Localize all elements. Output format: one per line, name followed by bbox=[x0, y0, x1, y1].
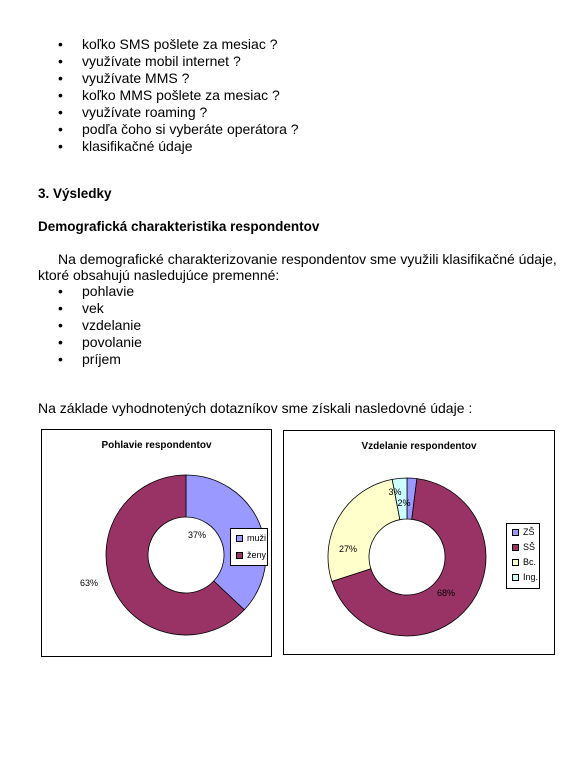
intro-line-2: ktoré obsahujú nasledujúce premenné: bbox=[38, 267, 280, 283]
list-item: • vek bbox=[58, 300, 142, 317]
legend-label: ZŠ bbox=[523, 527, 535, 537]
education-chart bbox=[283, 430, 555, 655]
questions-list bbox=[58, 36, 299, 155]
legend-label: Ing. bbox=[523, 572, 539, 582]
legend-item bbox=[512, 557, 536, 567]
data-label: 3% bbox=[388, 487, 402, 497]
legend-item bbox=[236, 550, 266, 560]
data-label: 27% bbox=[338, 544, 358, 554]
list-item: • koľko MMS pošlete za mesiac ? bbox=[58, 87, 299, 104]
legend-swatch bbox=[512, 559, 519, 566]
list-item: • využívate mobil internet ? bbox=[58, 53, 299, 70]
gender-chart bbox=[41, 429, 272, 657]
gender-legend bbox=[230, 528, 268, 566]
data-label: 68% bbox=[436, 588, 456, 598]
list-item: • príjem bbox=[58, 351, 142, 368]
subheading: Demografická charakteristika respondentov bbox=[38, 219, 320, 234]
legend-label: muži bbox=[247, 533, 267, 543]
legend-swatch bbox=[512, 574, 519, 581]
list-item: • využívate roaming ? bbox=[58, 104, 299, 121]
list-item: • využívate MMS ? bbox=[58, 70, 299, 87]
intro-line-1: Na demografické charakterizovanie respondentov sme využili klasifikačné údaje, bbox=[58, 251, 557, 267]
list-item: • povolanie bbox=[58, 334, 142, 351]
legend-swatch bbox=[236, 535, 243, 542]
legend-item bbox=[236, 533, 266, 543]
chart-title: Pohlavie respondentov bbox=[101, 440, 212, 451]
list-item: • vzdelanie bbox=[58, 317, 142, 334]
list-item: • pohlavie bbox=[58, 283, 142, 300]
list-item: • podľa čoho si vyberáte operátora ? bbox=[58, 121, 299, 138]
legend-label: Bc. bbox=[523, 557, 537, 567]
data-label: 63% bbox=[79, 578, 99, 588]
legend-swatch bbox=[512, 544, 519, 551]
chart-title: Vzdelanie respondentov bbox=[361, 441, 477, 452]
legend-swatch bbox=[236, 552, 243, 559]
legend-label: ženy bbox=[247, 550, 267, 560]
legend-item bbox=[512, 527, 535, 537]
results-sentence: Na základe vyhodnotených dotazníkov sme získali nasledovné údaje : bbox=[38, 400, 473, 416]
list-item: • koľko SMS pošlete za mesiac ? bbox=[58, 36, 299, 53]
data-label: 2% bbox=[397, 498, 411, 508]
legend-label: SŠ bbox=[523, 542, 536, 552]
variables-list bbox=[58, 283, 142, 368]
legend-item bbox=[512, 572, 538, 582]
data-label: 37% bbox=[187, 530, 207, 540]
section-heading: 3. Výsledky bbox=[38, 186, 112, 201]
list-item: • klasifikačné údaje bbox=[58, 138, 299, 155]
legend-item bbox=[512, 542, 535, 552]
legend-swatch bbox=[512, 529, 519, 536]
education-legend bbox=[506, 523, 540, 589]
